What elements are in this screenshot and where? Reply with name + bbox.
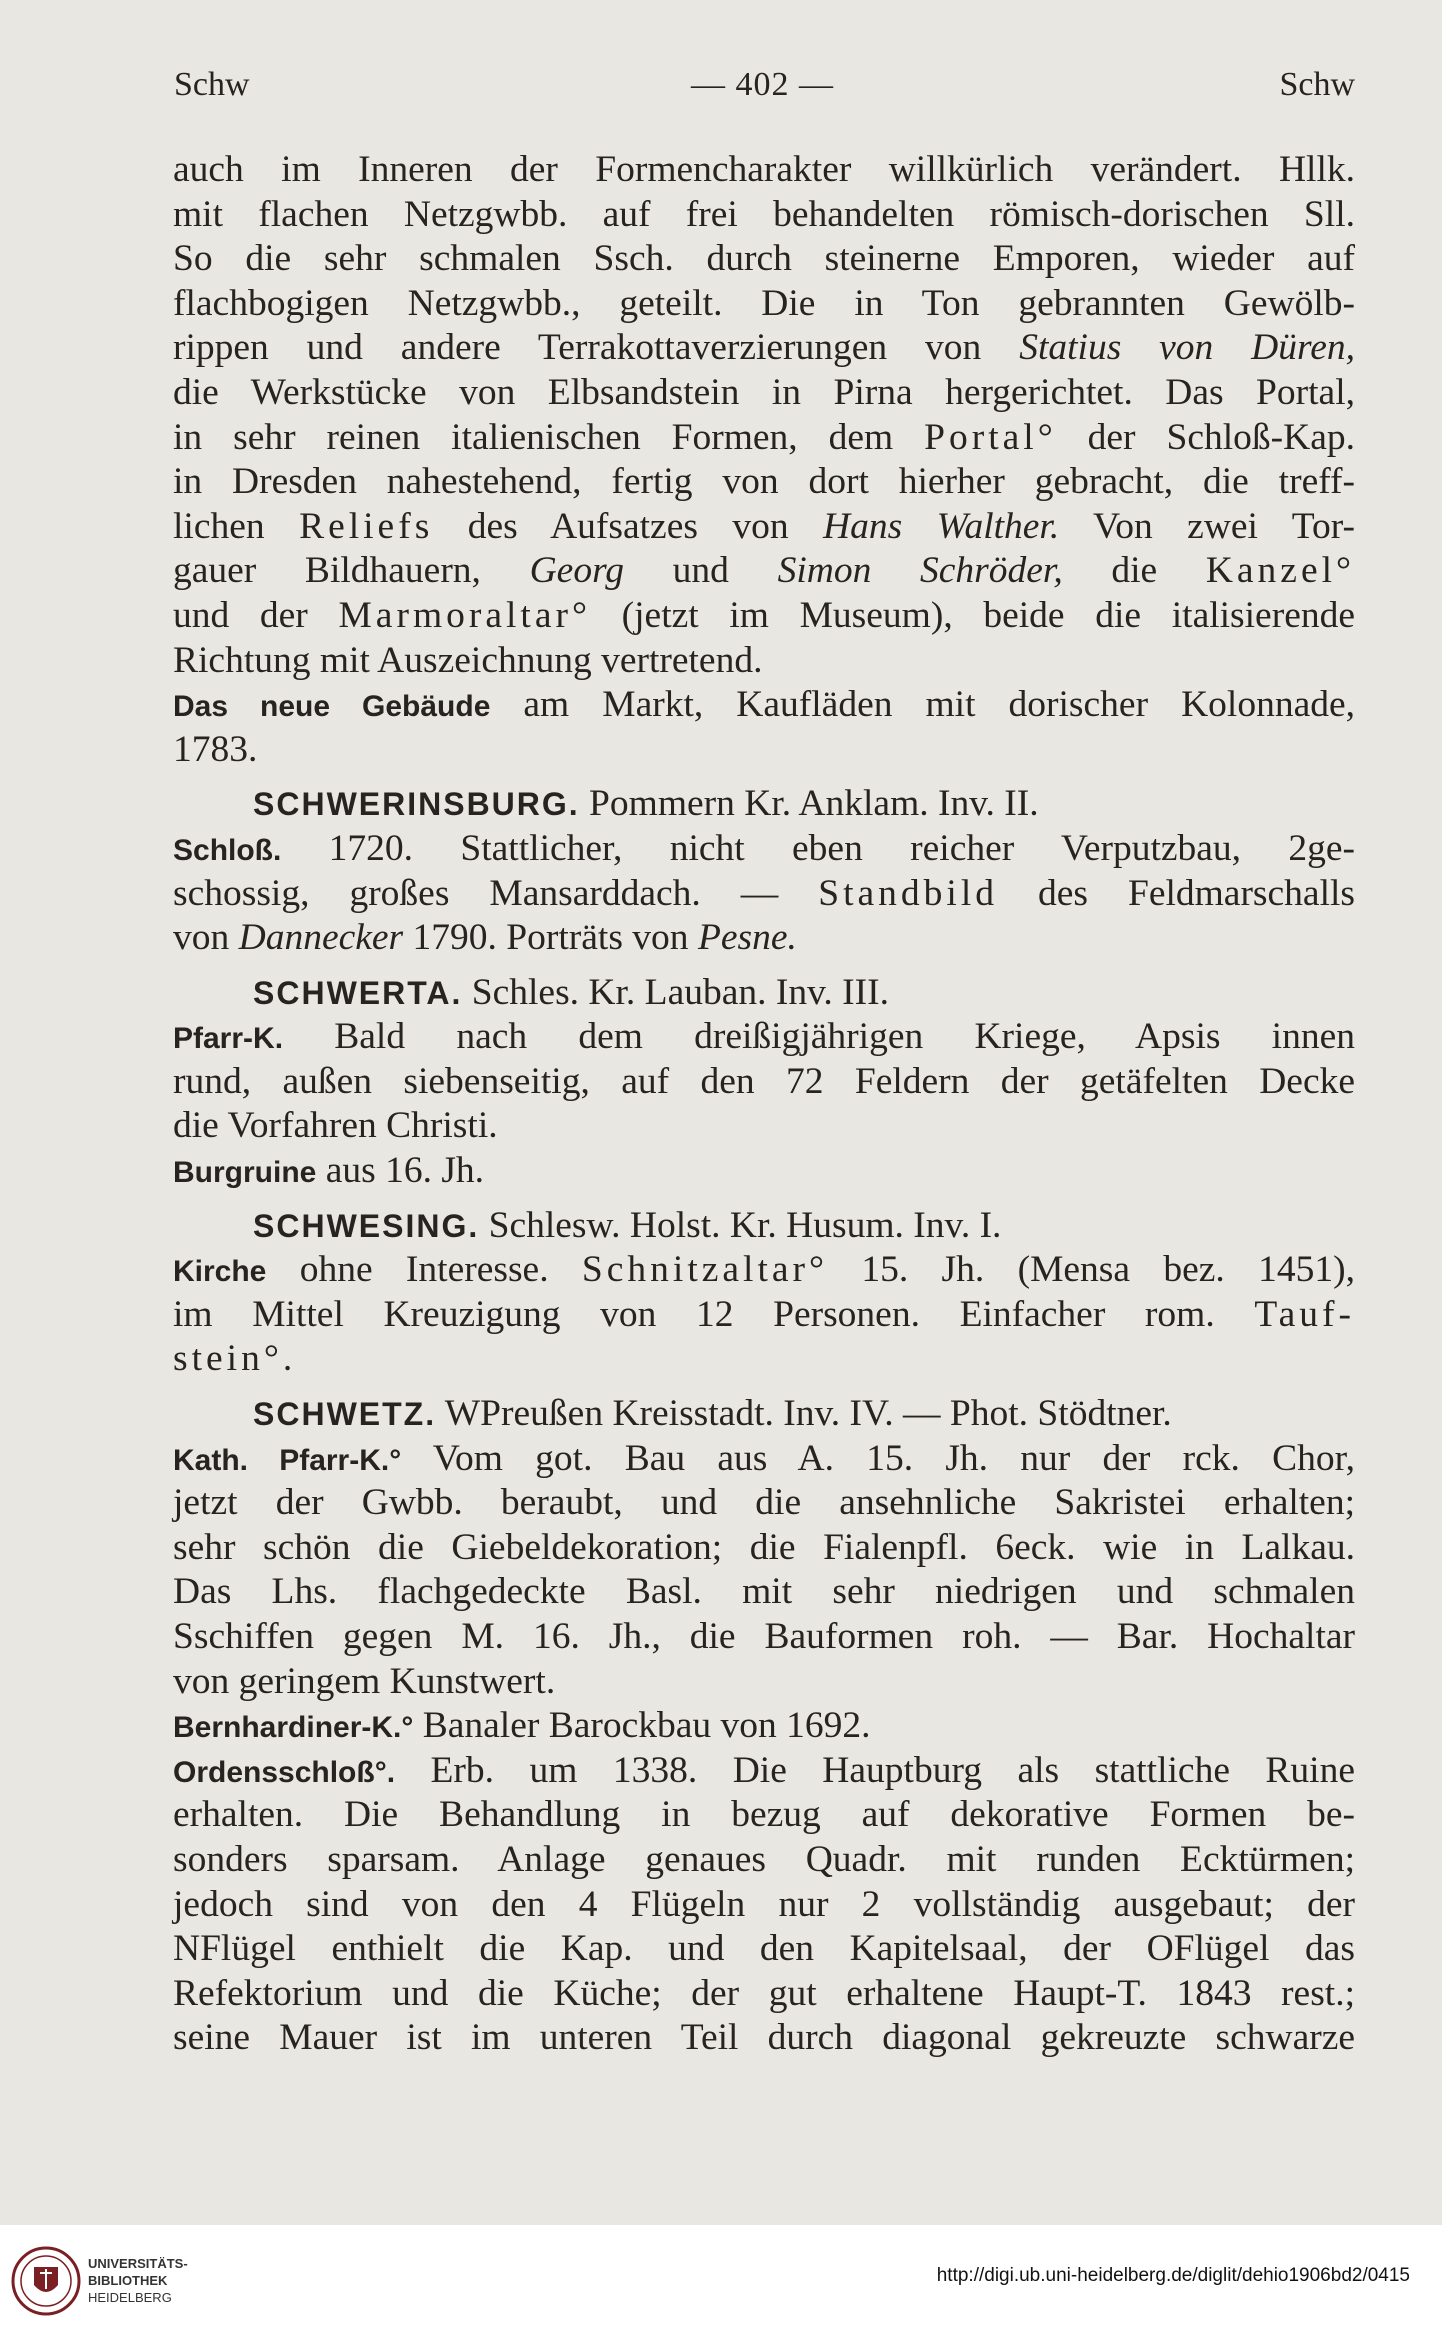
artist-name: Pesne. xyxy=(697,917,797,959)
text-line: und der Marmoraltar° (jetzt im Museum), beide die italisierende xyxy=(173,594,1355,636)
running-head-right: Schw xyxy=(1279,66,1355,103)
footer-bar xyxy=(0,2225,1442,2341)
library-name: UNIVERSITÄTS- BIBLIOTHEK HEIDELBERG xyxy=(88,2256,188,2305)
text-line: rund, außen siebenseitig, auf den 72 Feldern der getäfelten Decke xyxy=(173,1060,1355,1102)
place-heading: SCHWERINSBURG. xyxy=(253,786,580,823)
text-line: gauer Bildhauern, Georg und Simon Schröder, die Kanzel° xyxy=(173,550,1356,592)
place-heading: SCHWERTA. xyxy=(253,974,463,1011)
text-line: Kirche ohne Interesse. Schnitzaltar° 15. Jh. (Mensa bez. 1451), xyxy=(173,1249,1355,1291)
entry-lead: Pfarr-K. xyxy=(173,1022,284,1056)
text-line: von Dannecker 1790. Porträts von Pesne. xyxy=(173,917,797,959)
text-line: die Vorfahren Christi. xyxy=(173,1105,498,1147)
text-line: Das Lhs. flachgedeckte Basl. mit sehr niedrigen und schmalen xyxy=(173,1571,1355,1613)
place-heading-line: SCHWETZ. WPreußen Kreisstadt. Inv. IV. — Phot. Stödtner. xyxy=(253,1393,1172,1435)
running-head xyxy=(170,66,1355,110)
artist-name: Dannecker xyxy=(238,917,404,959)
text-line: von geringem Kunstwert. xyxy=(173,1660,556,1702)
text-line: Das neue Gebäude am Markt, Kaufläden mit dorischer Kolonnade, xyxy=(173,684,1355,726)
place-heading-line: SCHWERTA. Schles. Kr. Lauban. Inv. III. xyxy=(253,971,890,1013)
text-line: Richtung mit Auszeichnung vertretend. xyxy=(173,639,763,681)
place-heading-line: SCHWESING. Schlesw. Holst. Kr. Husum. Inv. I. xyxy=(253,1204,1002,1246)
artist-name: Simon Schröder, xyxy=(777,550,1063,592)
artist-name: Hans Walther. xyxy=(823,505,1060,547)
entry-lead: Kirche xyxy=(173,1255,267,1289)
text-line: in Dresden nahestehend, fertig von dort hierher gebracht, die treff- xyxy=(173,461,1355,503)
place-heading: SCHWETZ. xyxy=(253,1396,437,1433)
source-url-link[interactable]: http://digi.ub.uni-heidelberg.de/diglit/dehio1906bd2/0415 xyxy=(936,2265,1410,2286)
text-line: Burgruine aus 16. Jh. xyxy=(173,1150,485,1192)
text-line: Pfarr-K. Bald nach dem dreißigjährigen Kriege, Apsis innen xyxy=(173,1016,1355,1058)
text-line: Sschiffen gegen M. 16. Jh., die Bauformen roh. — Bar. Hochaltar xyxy=(173,1616,1355,1657)
university-seal-icon xyxy=(10,2245,82,2317)
text-line: stein°. xyxy=(173,1338,297,1380)
entry-lead: Burgruine xyxy=(173,1156,317,1190)
text-line: Schloß. 1720. Stattlicher, nicht eben reicher Verputzbau, 2ge- xyxy=(173,827,1355,869)
text-line: 1783. xyxy=(173,728,258,770)
entry-lead: Schloß. xyxy=(173,833,282,867)
text-line: Refektorium und die Küche; der gut erhaltene Haupt-T. 1843 rest.; xyxy=(173,1972,1355,2014)
artist-name: Statius von Düren, xyxy=(1019,327,1355,369)
text-line: So die sehr schmalen Ssch. durch steinerne Emporen, wieder auf xyxy=(173,238,1355,280)
text-line: mit flachen Netzgwbb. auf frei behandelten römisch-dorischen Sll. xyxy=(173,193,1355,235)
text-line: Ordensschloß°. Erb. um 1338. Die Hauptburg als stattliche Ruine xyxy=(173,1749,1355,1791)
text-line: rippen und andere Terrakottaverzierungen von Statius von Düren, xyxy=(173,327,1355,369)
running-head-left: Schw xyxy=(174,66,250,103)
text-line: flachbogigen Netzgwbb., geteilt. Die in Ton gebrannten Gewölb- xyxy=(173,282,1355,324)
text-line: in sehr reinen italienischen Formen, dem Portal° der Schloß-Kap. xyxy=(173,416,1356,458)
text-line: NFlügel enthielt die Kap. und den Kapitelsaal, der OFlügel das xyxy=(173,1928,1355,1970)
text-line: jedoch sind von den 4 Flügeln nur 2 vollständig ausgebaut; der xyxy=(173,1883,1355,1925)
text-line: lichen Reliefs des Aufsatzes von Hans Walther. Von zwei Tor- xyxy=(173,505,1355,547)
place-heading: SCHWESING. xyxy=(253,1207,480,1244)
entry-lead: Kath. Pfarr-K.° xyxy=(173,1443,402,1477)
text-line: Bernhardiner-K.° Banaler Barockbau von 1692. xyxy=(173,1705,871,1747)
text-line: im Mittel Kreuzigung von 12 Personen. Einfacher rom. Tauf- xyxy=(173,1293,1355,1335)
entry-lead: Das neue Gebäude xyxy=(173,690,491,724)
text-line: seine Mauer ist im unteren Teil durch diagonal gekreuzte schwarze xyxy=(173,2017,1355,2059)
text-line: erhalten. Die Behandlung in bezug auf dekorative Formen be- xyxy=(173,1794,1355,1836)
entry-lead: Ordensschloß°. xyxy=(173,1755,396,1789)
body-text xyxy=(173,148,1355,2061)
text-line: Kath. Pfarr-K.° Vom got. Bau aus A. 15. Jh. nur der rck. Chor, xyxy=(173,1437,1355,1479)
text-line: sonders sparsam. Anlage genaues Quadr. mit runden Ecktürmen; xyxy=(173,1838,1355,1880)
text-line: schossig, großes Mansarddach. — Standbild des Feldmarschalls xyxy=(173,872,1355,914)
text-line: jetzt der Gwbb. beraubt, und die ansehnliche Sakristei erhalten; xyxy=(173,1482,1355,1524)
artist-name: Georg xyxy=(529,550,625,592)
page-number: — 402 — xyxy=(691,66,834,103)
text-line: sehr schön die Giebeldekoration; die Fialenpfl. 6eck. wie in Lalkau. xyxy=(173,1526,1355,1568)
text-line: auch im Inneren der Formencharakter willkürlich verändert. Hllk. xyxy=(173,149,1355,190)
place-heading-line: SCHWERINSBURG. Pommern Kr. Anklam. Inv. II. xyxy=(253,783,1039,825)
text-line: die Werkstücke von Elbsandstein in Pirna hergerichtet. Das Portal, xyxy=(173,371,1355,413)
entry-lead: Bernhardiner-K.° xyxy=(173,1711,414,1745)
